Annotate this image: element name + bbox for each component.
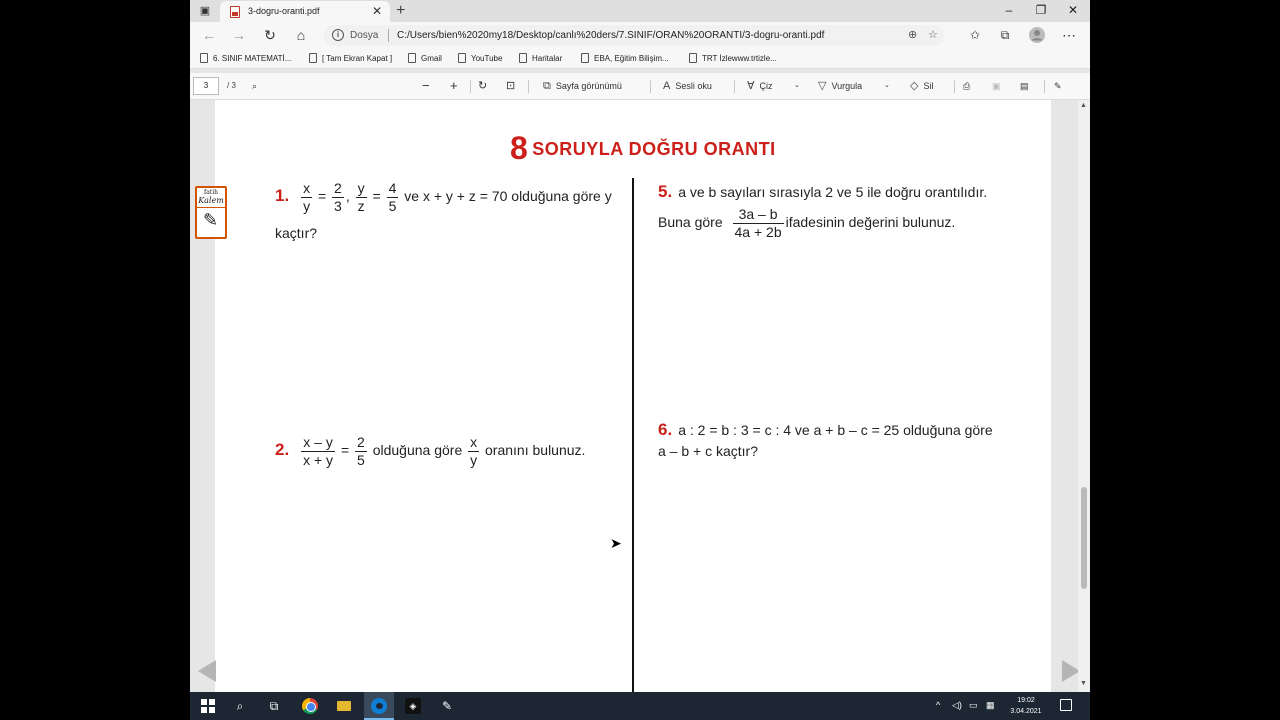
bookmark-item[interactable]: YouTube bbox=[458, 53, 502, 63]
fatih-kalem-logo[interactable]: fatih Kalem ✎ bbox=[195, 186, 227, 239]
read-aloud-icon: A bbox=[663, 80, 671, 92]
question-5: 5. a ve b sayıları sırasıyla 2 ve 5 ile doğru orantılıdır. bbox=[658, 182, 988, 201]
rotate-button[interactable]: ↻ bbox=[478, 80, 488, 92]
fit-page-button[interactable]: ⊡ bbox=[506, 80, 516, 92]
network-icon[interactable]: ▭ bbox=[969, 700, 978, 710]
page-icon bbox=[519, 53, 527, 63]
eraser-icon: ◇ bbox=[910, 80, 919, 92]
maximize-button[interactable]: ❐ bbox=[1035, 3, 1047, 17]
bookmark-item[interactable]: Haritalar bbox=[519, 53, 562, 63]
toolbar-divider bbox=[650, 80, 651, 93]
pdf-viewer[interactable] bbox=[190, 100, 1090, 692]
bookmark-item[interactable]: Gmail bbox=[408, 53, 442, 63]
question-6: 6. a : 2 = b : 3 = c : 4 ve a + b – c = 25 olduğuna göre bbox=[658, 420, 993, 439]
clock-date: 3.04.2021 bbox=[1010, 708, 1042, 715]
question-1-line-2: kaçtır? bbox=[275, 225, 318, 241]
page-icon bbox=[458, 53, 466, 63]
mouse-pointer-icon: ➤ bbox=[610, 535, 622, 551]
tab-strip bbox=[190, 0, 1090, 22]
address-separator bbox=[388, 29, 389, 42]
question-1: 1. $\frac{x}{y}$ = $\frac{2}{3}$ , $\frac{y}{z}$ = $\frac{4}{5}$ ve x + y + z = 70 olduğuna göre y bbox=[275, 180, 612, 214]
info-icon[interactable]: i bbox=[332, 29, 344, 41]
bookmarks-bar bbox=[190, 49, 1090, 69]
system-clock[interactable] bbox=[1005, 695, 1047, 717]
back-button[interactable]: ← bbox=[202, 27, 216, 43]
erase-button[interactable]: ◇ Sil bbox=[910, 80, 934, 92]
bookmark-item[interactable]: [ Tam Ekran Kapat ] bbox=[309, 53, 392, 63]
windows-start-icon[interactable] bbox=[200, 698, 216, 714]
read-aloud-button[interactable]: A Sesli oku bbox=[663, 80, 712, 92]
reload-button[interactable]: ↻ bbox=[264, 27, 276, 43]
browser-window bbox=[190, 0, 1090, 720]
minimize-button[interactable]: – bbox=[1005, 3, 1013, 17]
highlight-button[interactable]: ▽ Vurgula bbox=[818, 80, 863, 92]
save-icon[interactable]: ▣ bbox=[992, 81, 1001, 91]
print-icon[interactable]: ⎙ bbox=[963, 81, 971, 91]
fraction: $\frac{x - y}{x + y}$ bbox=[303, 434, 334, 468]
task-view-icon[interactable]: ⧉ bbox=[269, 699, 279, 713]
pen-app-icon[interactable]: ✎ bbox=[441, 699, 453, 713]
more-menu-icon[interactable]: ⋯ bbox=[1062, 27, 1076, 43]
previous-page-arrow-icon[interactable] bbox=[198, 660, 216, 682]
toolbar-divider bbox=[470, 80, 471, 93]
navigation-bar bbox=[190, 22, 1090, 49]
chrome-icon[interactable] bbox=[302, 698, 318, 714]
clock-time: 19:02 bbox=[1017, 697, 1035, 704]
scrollbar-thumb[interactable] bbox=[1081, 487, 1087, 589]
fraction: $\frac{4}{5}$ bbox=[388, 180, 397, 214]
toolbar-divider bbox=[528, 80, 529, 93]
fraction: $\frac{y}{z}$ bbox=[357, 180, 365, 214]
column-divider bbox=[632, 178, 634, 692]
question-2: 2. $\frac{x - y}{x + y}$ = $\frac{2}{5}$ olduğuna göre $\frac{x}{y}$ oranını bulunuz. bbox=[275, 434, 586, 468]
page-view-icon: ⧉ bbox=[543, 80, 551, 92]
tab-title: 3-dogru-oranti.pdf bbox=[248, 6, 320, 16]
forward-button[interactable]: → bbox=[232, 27, 246, 43]
fraction: $\frac{x}{y}$ bbox=[303, 180, 311, 214]
address-bar[interactable] bbox=[324, 25, 944, 46]
notification-icon[interactable] bbox=[1060, 699, 1072, 711]
question-number: 1. bbox=[275, 186, 290, 206]
fraction: $\frac{3a - b}{4a + 2b}$ bbox=[734, 206, 782, 240]
bookmark-item[interactable]: TRT İzlewww.trtizle... bbox=[689, 53, 777, 63]
add-favorite-icon[interactable]: ☆ bbox=[928, 29, 938, 41]
page-icon bbox=[408, 53, 416, 63]
close-tab-icon[interactable]: ✕ bbox=[371, 4, 382, 18]
screen-recorder-icon[interactable]: ◈ bbox=[405, 698, 421, 714]
favorites-icon[interactable]: ✩ bbox=[969, 28, 981, 42]
zoom-out-button[interactable]: − bbox=[422, 78, 430, 93]
search-icon[interactable]: ⌕ bbox=[236, 699, 244, 713]
home-button[interactable]: ⌂ bbox=[296, 27, 306, 43]
draw-options-chevron-icon[interactable]: ⌄ bbox=[794, 82, 800, 89]
question-number: 2. bbox=[275, 440, 290, 460]
save-as-icon[interactable]: ▤ bbox=[1020, 81, 1029, 91]
page-icon bbox=[581, 53, 589, 63]
scroll-up-icon[interactable]: ▲ bbox=[1080, 102, 1087, 109]
draw-icon: ∀ bbox=[747, 80, 755, 92]
tab-actions-icon[interactable]: ▣ bbox=[199, 5, 211, 17]
file-explorer-icon[interactable] bbox=[336, 698, 352, 714]
close-window-button[interactable]: ✕ bbox=[1067, 3, 1079, 17]
toolbar-divider bbox=[734, 80, 735, 93]
page-icon bbox=[200, 53, 208, 63]
question-6-line-2: a – b + c kaçtır? bbox=[658, 443, 758, 459]
taskbar bbox=[190, 692, 1090, 720]
collections-icon[interactable]: ⧉ bbox=[1000, 28, 1010, 42]
fraction: $\frac{2}{3}$ bbox=[334, 180, 342, 214]
fraction: $\frac{2}{5}$ bbox=[357, 434, 365, 468]
zoom-in-button[interactable]: + bbox=[450, 78, 458, 93]
find-icon[interactable]: ⌕ bbox=[252, 81, 258, 91]
page-number-input[interactable]: 3 bbox=[193, 77, 219, 95]
bookmark-item[interactable]: EBA, Eğitim Bilişim... bbox=[581, 53, 669, 63]
vertical-scrollbar[interactable] bbox=[1078, 100, 1090, 692]
fraction: $\frac{x}{y}$ bbox=[470, 434, 478, 468]
url-text[interactable]: C:/Users/bien%2020my18/Desktop/canlı%20ders/7.SINIF/ORAN%20ORANTI/3-dogru-oranti.pdf bbox=[397, 30, 825, 41]
highlight-options-chevron-icon[interactable]: ⌄ bbox=[884, 82, 890, 89]
scroll-down-icon[interactable]: ▼ bbox=[1080, 680, 1087, 687]
worksheet-title: 8 SORUYLA DOĞRU ORANTI bbox=[510, 130, 776, 166]
pen-icon: ✎ bbox=[203, 210, 219, 230]
question-number: 6. bbox=[658, 420, 673, 439]
page-view-button[interactable]: ⧉ Sayfa görünümü bbox=[543, 80, 622, 92]
zoom-icon[interactable]: ⊕ bbox=[908, 29, 918, 41]
edge-browser-icon[interactable] bbox=[371, 698, 387, 714]
speaker-icon[interactable]: ◁) bbox=[952, 700, 962, 710]
toolbar-divider bbox=[954, 80, 955, 93]
draw-button[interactable]: ∀ Çiz bbox=[747, 80, 773, 92]
page-icon bbox=[689, 53, 697, 63]
highlight-icon: ▽ bbox=[818, 80, 827, 92]
keyboard-icon[interactable]: ▦ bbox=[986, 700, 995, 710]
bookmark-item[interactable]: 6. SINIF MATEMATİ... bbox=[200, 53, 291, 63]
scheme-label: Dosya bbox=[350, 30, 379, 41]
pin-toolbar-icon[interactable]: ✎ bbox=[1054, 81, 1062, 91]
pdf-file-icon bbox=[230, 6, 240, 18]
new-tab-button[interactable]: + bbox=[396, 2, 406, 19]
page-total: / 3 bbox=[227, 81, 236, 90]
question-5-line-2: Buna göre $\frac{3a - b}{4a + 2b}$ ifadesinin değerini bulunuz. bbox=[658, 206, 956, 240]
tray-chevron-icon[interactable]: ^ bbox=[936, 700, 941, 710]
pdf-page[interactable] bbox=[215, 100, 1051, 692]
page-icon bbox=[309, 53, 317, 63]
toolbar-divider bbox=[1044, 80, 1045, 93]
question-number: 5. bbox=[658, 182, 673, 201]
profile-avatar[interactable] bbox=[1028, 27, 1046, 46]
pdf-toolbar bbox=[190, 73, 1090, 100]
tab-pdf[interactable] bbox=[220, 1, 390, 22]
